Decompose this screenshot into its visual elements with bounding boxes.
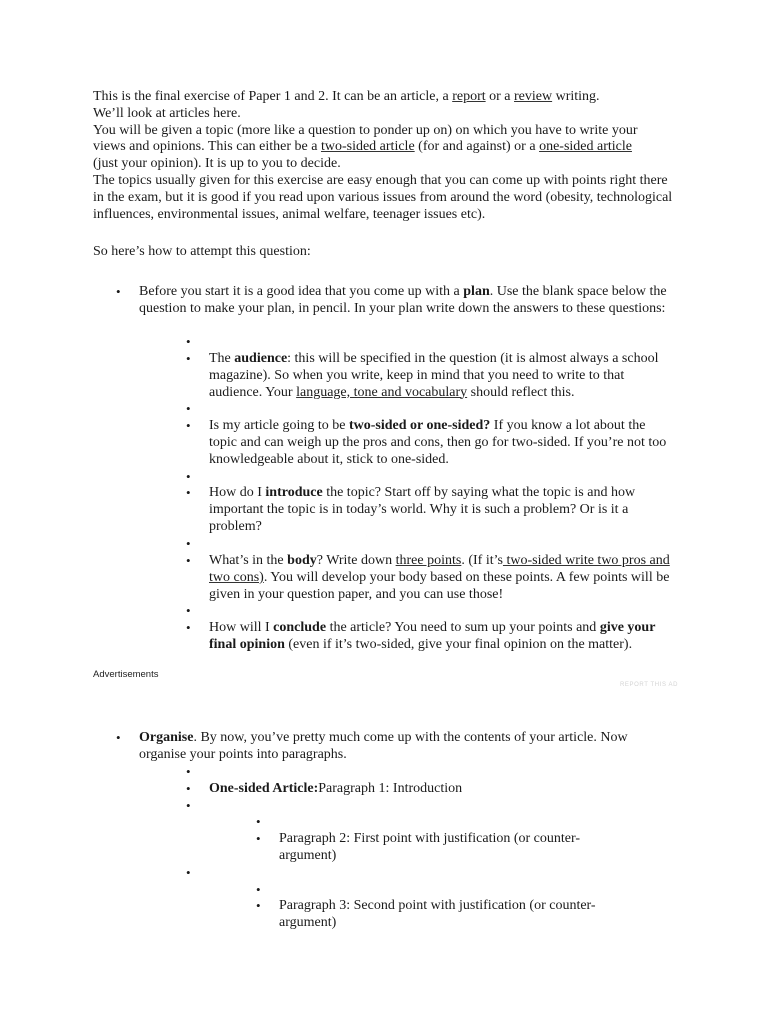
bullet-icon: • <box>186 798 191 813</box>
intro-paragraph-2: We’ll look at articles here. <box>93 105 241 121</box>
organise-text: . By now, you’ve pretty much come up with the contents of your article. Now organise your points into paragraphs. <box>139 730 628 762</box>
bullet-icon: • <box>256 898 261 913</box>
bullet-icon: • <box>186 334 191 349</box>
report-ad-link[interactable]: REPORT THIS AD <box>620 682 679 688</box>
item-text: The <box>209 351 235 366</box>
intro-text: This is the final exercise of Paper 1 and 2. It can be an article, a <box>93 89 453 104</box>
item-text: the article? You need to sum up your points and <box>326 620 600 635</box>
paragraph-2-item: Paragraph 2: First point with justification (or counter-argument) <box>279 831 581 863</box>
plan-bold: plan <box>463 284 490 299</box>
item-underlined: two-sided write two pros and two cons) <box>209 553 670 585</box>
item-text: should reflect this. <box>467 384 575 400</box>
two-sided-article-link[interactable]: two-sided article <box>320 139 415 155</box>
one-sided-item <box>209 781 609 798</box>
plan-text: Before you start it is a good idea that you come up with a <box>139 284 464 299</box>
item-text: How will I <box>209 620 274 635</box>
conclude-item <box>209 620 671 654</box>
organise-bold: Organise <box>139 730 194 745</box>
intro-text: or a <box>485 89 515 104</box>
bullet-icon: • <box>116 730 121 745</box>
intro-paragraph-1 <box>93 89 673 106</box>
plan-item <box>139 284 674 318</box>
introduce-item <box>209 485 671 535</box>
one-sided-article-link[interactable]: one-sided article <box>539 139 632 155</box>
paragraph-3-item: Paragraph 3: Second point with justification (or counter-argument) <box>279 898 596 930</box>
advertisements-label: Advertisements <box>93 669 159 680</box>
item-text: . (If it’s <box>461 553 503 568</box>
item-bold: body <box>287 553 317 568</box>
item-text: (even if it’s two-sided, give your final opinion on the matter). <box>284 636 633 652</box>
bullet-icon: • <box>186 418 191 433</box>
item-text: . You will develop your body based on these points. A few points will be given in your question paper, and you can use those! <box>209 569 670 602</box>
item-bold: audience <box>234 351 288 366</box>
item-bold: introduce <box>265 485 323 500</box>
item-bold: conclude <box>273 620 327 635</box>
intro-paragraph-3 <box>93 123 653 173</box>
bullet-icon: • <box>116 284 121 299</box>
item-text: : this will be specified in the question (it is almost always a school magazine). So when you write, keep in mind that you need to write to that audience. Your <box>209 351 659 400</box>
bullet-icon: • <box>186 485 191 500</box>
bullet-icon: • <box>186 536 191 551</box>
item-text: the topic? Start off by saying what the topic is and how important the topic is in today’s world. Why it is such a problem? Or is it a problem? <box>209 485 636 534</box>
item-text: What’s in the <box>209 553 288 568</box>
item-underlined: three points <box>395 553 462 568</box>
item-bold: two-sided or one-sided? <box>348 418 491 433</box>
bullet-icon: • <box>186 865 191 880</box>
bullet-icon: • <box>186 469 191 484</box>
item-text: How do I <box>209 485 266 500</box>
item-text: ? Write down <box>316 553 396 568</box>
bullet-icon: • <box>186 781 191 796</box>
bullet-icon: • <box>186 401 191 416</box>
intro-paragraph-4: The topics usually given for this exercise are easy enough that you can come up with points right there in the exam, but it is good if you read upon various issues from around the word (obesity, technological influences, environmental issues, animal welfare, teenager issues etc). <box>93 173 673 222</box>
plan-text: . Use the blank space below the question to make your plan, in pencil. In your plan write down the answers to these questions: <box>139 284 667 316</box>
bullet-icon: • <box>186 603 191 618</box>
bullet-icon: • <box>186 553 191 568</box>
bullet-icon: • <box>256 882 261 897</box>
bullet-icon: • <box>256 814 261 829</box>
body-item <box>209 553 671 603</box>
intro-text: writing. <box>552 89 600 104</box>
bullet-icon: • <box>186 620 191 635</box>
intro-paragraph-5: So here’s how to attempt this question: <box>93 244 311 259</box>
item-bold: give your final opinion <box>209 620 656 652</box>
report-link[interactable]: report <box>452 89 486 104</box>
item-text: Is my article going to be <box>209 418 349 433</box>
item-underlined: language, tone and vocabulary <box>296 384 468 400</box>
intro-text: (for and against) or a <box>414 139 540 155</box>
bullet-icon: • <box>186 351 191 366</box>
sided-item <box>209 418 671 468</box>
intro-text: (just your opinion). It is up to you to decide. <box>93 156 341 172</box>
bullet-icon: • <box>256 831 261 846</box>
item-text: Paragraph 1: Introduction <box>318 781 463 796</box>
bullet-icon: • <box>186 764 191 779</box>
audience-item <box>209 351 669 401</box>
item-bold: One-sided Article: <box>209 781 319 796</box>
review-link[interactable]: review <box>514 89 553 104</box>
organise-item <box>139 730 659 764</box>
intro-text: You will be given a topic (more like a question to ponder up on) on which you have to write your views and opinions. This can either be a <box>93 122 638 155</box>
item-text: If you know a lot about the topic and can weigh up the pros and cons, then go for two-sided. If you’re not too knowledgeable about it, stick to one-sided. <box>209 418 667 467</box>
